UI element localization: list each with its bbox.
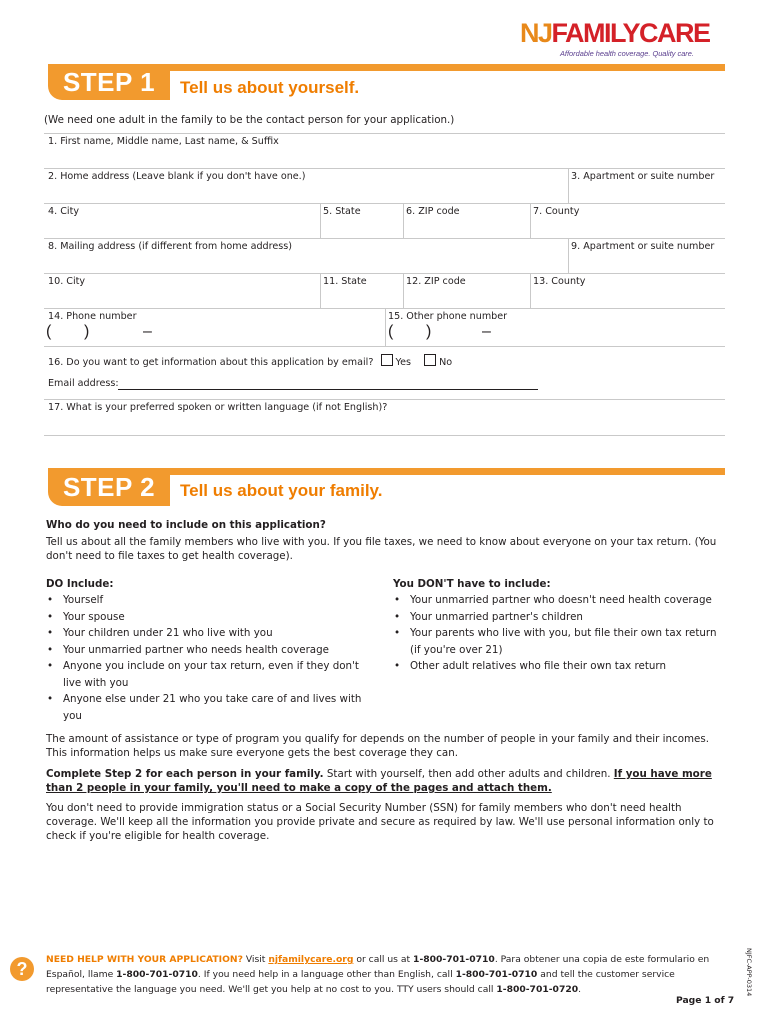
field-mailing-state[interactable]: 11. State bbox=[323, 276, 367, 287]
divider bbox=[44, 273, 725, 274]
do-include-item: • Yourself bbox=[46, 592, 372, 609]
who-heading: Who do you need to include on this application? bbox=[46, 519, 326, 531]
step1-title: Tell us about yourself. bbox=[180, 78, 360, 97]
complete-step2-bold: Complete Step 2 for each person in your family. bbox=[46, 768, 324, 780]
field-mailing-address[interactable]: 8. Mailing address (if different from home address) bbox=[48, 241, 293, 252]
field-apartment[interactable]: 3. Apartment or suite number bbox=[571, 171, 715, 182]
divider bbox=[385, 308, 386, 346]
step2-badge: STEP 2 bbox=[48, 468, 170, 506]
dont-include-heading: You DON'T have to include: bbox=[393, 578, 551, 590]
phone-dash: – bbox=[143, 323, 152, 340]
divider bbox=[44, 238, 725, 239]
divider bbox=[320, 203, 321, 238]
email-address-label: Email address: bbox=[48, 378, 119, 389]
language-input[interactable] bbox=[44, 435, 725, 436]
njfamilycare-logo bbox=[520, 18, 730, 60]
divider bbox=[44, 399, 725, 400]
field-other-phone-label: 15. Other phone number bbox=[388, 311, 508, 322]
field-city[interactable]: 4. City bbox=[48, 206, 80, 217]
field-zip[interactable]: 6. ZIP code bbox=[406, 206, 460, 217]
step1-badge: STEP 1 bbox=[48, 64, 170, 100]
divider bbox=[530, 203, 531, 238]
other-phone-open-paren: ( bbox=[388, 323, 394, 340]
phone-close-paren: ) bbox=[84, 323, 90, 340]
field-mailing-county[interactable]: 13. County bbox=[533, 276, 586, 287]
field-phone-label: 14. Phone number bbox=[48, 311, 137, 322]
dont-include-item: • Your unmarried partner's children bbox=[393, 609, 725, 626]
step1-intro: (We need one adult in the family to be the contact person for your application.) bbox=[44, 114, 455, 126]
yes-checkbox[interactable] bbox=[381, 354, 393, 366]
dont-include-column bbox=[393, 576, 725, 675]
email-question-text: 16. Do you want to get information about this application by email? bbox=[48, 357, 374, 368]
dont-include-item: • Other adult relatives who file their own tax return bbox=[393, 658, 725, 675]
field-mailing-zip[interactable]: 12. ZIP code bbox=[406, 276, 466, 287]
logo-tagline: Affordable health coverage. Quality care. bbox=[560, 49, 694, 58]
divider bbox=[568, 238, 569, 273]
other-phone-close-paren: ) bbox=[426, 323, 432, 340]
page-number: Page 1 of 7 bbox=[676, 995, 735, 1006]
dont-include-item: • Your unmarried partner who doesn't need health coverage bbox=[393, 592, 725, 609]
help-question-icon: ? bbox=[10, 957, 34, 981]
do-include-item: • Your children under 21 who live with you bbox=[46, 625, 372, 642]
field-county[interactable]: 7. County bbox=[533, 206, 580, 217]
divider bbox=[44, 346, 725, 347]
logo-nj: NJ bbox=[520, 18, 552, 48]
field-mailing-city[interactable]: 10. City bbox=[48, 276, 86, 287]
help-visit: Visit bbox=[242, 954, 269, 965]
help-text bbox=[46, 952, 716, 997]
no-checkbox[interactable] bbox=[424, 354, 436, 366]
no-option[interactable] bbox=[424, 357, 452, 368]
do-include-item: • Anyone else under 21 who you take care of and lives with you bbox=[46, 691, 372, 724]
help-label: NEED HELP WITH YOUR APPLICATION? bbox=[46, 954, 243, 965]
field-full-name[interactable]: 1. First name, Middle name, Last name, & Suffix bbox=[48, 136, 279, 147]
complete-step2-body: Start with yourself, then add other adults and children. bbox=[323, 768, 614, 780]
njfamilycare-link[interactable]: njfamilycare.org bbox=[268, 954, 354, 965]
do-include-column bbox=[46, 576, 372, 724]
divider bbox=[320, 273, 321, 308]
help-spanish: . Para obtener una copia de este formulario en Español, llame bbox=[46, 954, 710, 980]
email-address-input[interactable] bbox=[118, 389, 538, 390]
email-question bbox=[48, 354, 452, 368]
no-label: No bbox=[439, 357, 453, 368]
divider bbox=[568, 168, 569, 203]
help-phone-spanish: 1-800-701-0710 bbox=[116, 969, 198, 980]
other-phone-dash: – bbox=[482, 323, 491, 340]
copy-pages-note: If you have more than 2 people in your family, you'll need to make a copy of the pages and attach them. bbox=[46, 768, 712, 794]
do-include-item: • Your unmarried partner who needs health coverage bbox=[46, 642, 372, 659]
step2-title: Tell us about your family. bbox=[180, 481, 383, 500]
yes-option[interactable] bbox=[381, 357, 412, 368]
language-question: 17. What is your preferred spoken or written language (if not English)? bbox=[48, 402, 388, 413]
help-tell: and tell the customer service representative the language you need. We'll get you help at no cost to you. TTY users should call bbox=[46, 969, 675, 995]
divider bbox=[44, 203, 725, 204]
yes-label: Yes bbox=[395, 357, 411, 368]
help-phone-language: 1-800-701-0710 bbox=[455, 969, 538, 980]
help-or-call: or call us at bbox=[353, 954, 414, 965]
divider bbox=[530, 273, 531, 308]
dont-include-item: • Your parents who live with you, but file their own tax return (if you're over 21) bbox=[393, 625, 725, 658]
field-home-address[interactable]: 2. Home address (Leave blank if you don't have one.) bbox=[48, 171, 306, 182]
do-include-item: • Anyone you include on your tax return, even if they don't live with you bbox=[46, 658, 372, 691]
do-include-item: • Your spouse bbox=[46, 609, 372, 626]
field-state[interactable]: 5. State bbox=[323, 206, 361, 217]
help-end: . bbox=[578, 984, 582, 995]
field-mailing-apartment[interactable]: 9. Apartment or suite number bbox=[571, 241, 715, 252]
logo-familycare: FAMILYCARE bbox=[551, 18, 710, 48]
divider bbox=[44, 133, 725, 134]
complete-step2-text bbox=[46, 767, 716, 795]
ssn-privacy-text: You don't need to provide immigration status or a Social Security Number (SSN) for family members who don't need health coverage. We'll keep all the information you provide private and secure as required by law. We'll use personal information only to check if you're eligible for health coverage. bbox=[46, 802, 714, 842]
divider bbox=[403, 203, 404, 238]
amount-text: The amount of assistance or type of program you qualify for depends on the number of people in your family and their incomes. This information helps us make sure everyone gets the best coverage they can. bbox=[46, 733, 710, 759]
do-include-heading: DO Include: bbox=[46, 578, 114, 590]
help-phone: 1-800-701-0710 bbox=[413, 954, 495, 965]
dont-include-list bbox=[393, 592, 725, 675]
phone-open-paren: ( bbox=[46, 323, 52, 340]
form-code: NJFC-APP-0314 bbox=[745, 948, 753, 997]
help-tty-phone: 1-800-701-0720 bbox=[496, 984, 579, 995]
divider bbox=[403, 273, 404, 308]
who-text: Tell us about all the family members who live with you. If you file taxes, we need to know about everyone on your tax return. (You don't need to file taxes to get health coverage). bbox=[46, 536, 717, 562]
help-other-language: . If you need help in a language other than English, call bbox=[197, 969, 456, 980]
divider bbox=[44, 168, 725, 169]
do-include-list bbox=[46, 592, 372, 724]
